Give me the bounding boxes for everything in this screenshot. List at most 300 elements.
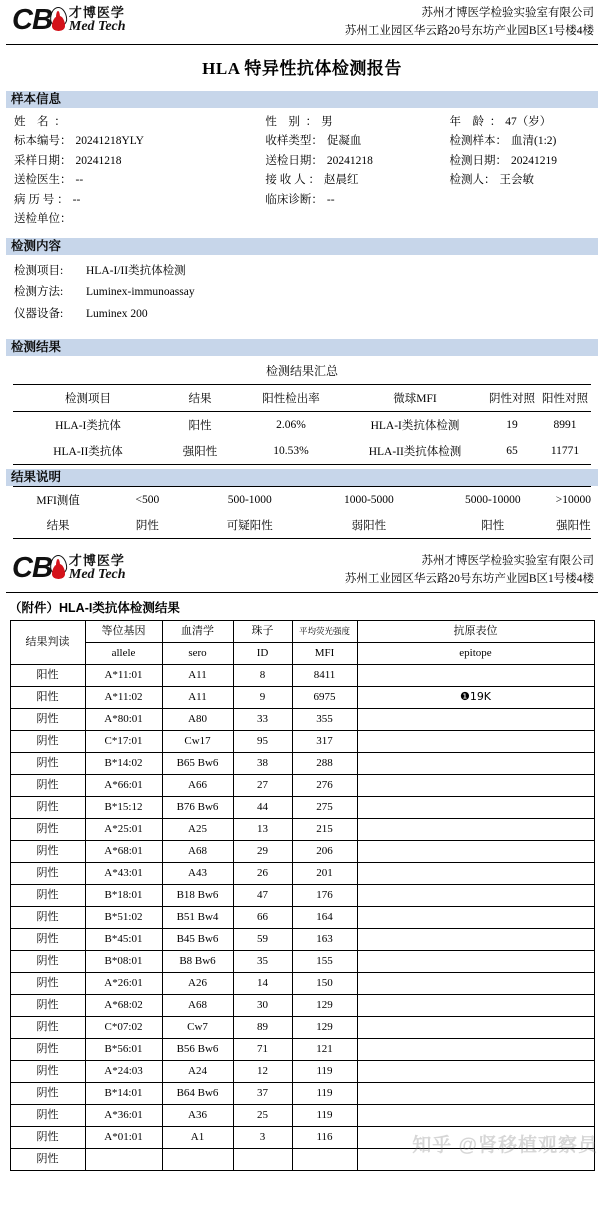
cell-sero: A68: [162, 994, 233, 1016]
section-header-result-note: 结果说明: [6, 469, 598, 486]
sample-info-grid: [6, 108, 598, 234]
sample-info-row: [6, 171, 598, 191]
field-label: 检测方法:: [14, 286, 64, 299]
cell-bead-id: 25: [233, 1104, 292, 1126]
cell-interpretation: 阴性: [10, 730, 85, 752]
lab-address: 苏州工业园区华云路20号东坊产业园B区1号楼4楼: [344, 572, 594, 585]
column-header-bead-cn: 珠子: [233, 620, 292, 642]
cell-sero: A26: [162, 972, 233, 994]
section-header-test-result: 检测结果: [6, 339, 598, 356]
cell-epitope: [357, 994, 594, 1016]
cell-interpretation: 阴性: [10, 994, 85, 1016]
column-header-positive-rate: 阳性检出率: [237, 385, 345, 412]
logo-wordmark: [69, 554, 126, 582]
table-row: [10, 774, 594, 796]
field-label: 标本编号：: [14, 135, 72, 148]
field-value: 赵晨红: [324, 174, 359, 187]
column-header-item: 检测项目: [13, 385, 163, 412]
field-value: --: [326, 193, 335, 206]
section-header-test-content: 检测内容: [6, 238, 598, 255]
cell-epitope: [357, 1016, 594, 1038]
cell-epitope: [357, 950, 594, 972]
cell-bead-id: [233, 1148, 292, 1170]
cell-epitope: [357, 1126, 594, 1148]
cell-allele: A*11:02: [85, 686, 162, 708]
cell-mfi: 206: [292, 840, 357, 862]
cell-epitope: [357, 1082, 594, 1104]
field-label: 性 别 ：: [265, 115, 318, 128]
table-row: [10, 972, 594, 994]
cell-sero: A43: [162, 862, 233, 884]
cell-positive-control: 8991: [553, 419, 577, 432]
cell-allele: B*18:01: [85, 884, 162, 906]
field-value: 促凝血: [326, 135, 362, 148]
field-empty: [450, 214, 598, 226]
cell-bead-id: 29: [233, 840, 292, 862]
cell-mfi: 8411: [292, 664, 357, 686]
cell-epitope: [357, 928, 594, 950]
cell-sero: [162, 1148, 233, 1170]
cell-epitope: [357, 840, 594, 862]
cell-epitope: [357, 818, 594, 840]
cell-mfi: 121: [292, 1038, 357, 1060]
field-label: 采样日期：: [14, 154, 72, 167]
cell-epitope: ❶19K: [357, 686, 594, 708]
cell-epitope: [357, 664, 594, 686]
cell-bead-id: 3: [233, 1126, 292, 1148]
cell-bead-id: 8: [233, 664, 292, 686]
table-row: [10, 840, 594, 862]
table-row: [10, 1148, 594, 1170]
cell-interpretation: 阴性: [10, 928, 85, 950]
section-header-sample-info: 样本信息: [6, 91, 598, 108]
cell-bead-id: 9: [233, 686, 292, 708]
cell-mfi: 317: [292, 730, 357, 752]
test-item-row: [6, 261, 598, 283]
cell-allele: A*68:02: [85, 994, 162, 1016]
lab-address: 苏州工业园区华云路20号东坊产业园B区1号楼4楼: [344, 24, 594, 37]
cell-bead-id: 89: [233, 1016, 292, 1038]
cell-epitope: [357, 752, 594, 774]
field-value: 王会敏: [499, 174, 535, 187]
cell-mfi: 275: [292, 796, 357, 818]
cell-sero: A11: [162, 664, 233, 686]
cell-allele: A*11:01: [85, 664, 162, 686]
cell-interpretation: 阴性: [10, 1016, 85, 1038]
field-sample-type: [265, 136, 449, 148]
table-header-row-en: [10, 642, 594, 664]
cell-interpretation: 阳性: [10, 686, 85, 708]
cell-epitope: [357, 884, 594, 906]
cell-result-label: 阴性: [103, 513, 192, 539]
cell-allele: A*80:01: [85, 708, 162, 730]
cell-allele: A*66:01: [85, 774, 162, 796]
table-row: [10, 928, 594, 950]
cell-mfi: 163: [292, 928, 357, 950]
cell-allele: C*07:02: [85, 1016, 162, 1038]
column-header-positive-control: 阳性对照: [539, 385, 591, 412]
cell-mfi-range: <500: [103, 487, 192, 514]
sample-info-row: [6, 152, 598, 172]
cell-epitope: [357, 862, 594, 884]
cell-mfi: 6975: [292, 686, 357, 708]
logo-chinese-name: 才博医学: [68, 553, 125, 569]
field-label: 送检日期：: [265, 154, 323, 167]
cell-allele: C*17:01: [85, 730, 162, 752]
logo-cb-text: CB: [12, 3, 52, 36]
cell-result-label: 可疑阳性: [192, 513, 308, 539]
cell-sero: B51 Bw4: [162, 906, 233, 928]
test-content-block: [6, 255, 598, 336]
field-referring-doctor: [6, 175, 265, 187]
field-label: 年 龄 ：: [449, 115, 502, 128]
cell-epitope: [357, 972, 594, 994]
cell-allele: A*26:01: [85, 972, 162, 994]
cell-mfi: 150: [292, 972, 357, 994]
cell-sero: A68: [162, 840, 233, 862]
cell-allele: B*14:01: [85, 1082, 162, 1104]
column-header-mfi-cn: 平均荧光强度: [292, 620, 357, 642]
table-row: [10, 818, 594, 840]
cell-sero: B8 Bw6: [162, 950, 233, 972]
field-value: HLA-I/II类抗体检测: [86, 264, 186, 277]
row-label-result: 结果: [13, 513, 103, 539]
cell-negative-control: 65: [485, 438, 539, 465]
test-instrument-row: [6, 304, 598, 326]
table-row: [13, 412, 591, 439]
cell-interpretation: 阴性: [10, 840, 85, 862]
cell-result-label: 强阳性: [556, 513, 591, 539]
field-label: 检测项目:: [14, 264, 64, 277]
column-header-sero-en: sero: [162, 642, 233, 664]
company-logo: [12, 3, 126, 37]
cell-bead-id: 35: [233, 950, 292, 972]
column-header-negative-control: 阴性对照: [485, 385, 539, 412]
field-gender: [265, 117, 449, 129]
logo-english-name: Med Tech: [68, 567, 126, 583]
field-name: [6, 117, 265, 129]
cell-epitope: [357, 708, 594, 730]
cell-bead-id: 12: [233, 1060, 292, 1082]
attachment-title: （附件）HLA-I类抗体检测结果: [9, 600, 180, 615]
cell-sero: Cw7: [162, 1016, 233, 1038]
cell-bead-id: 59: [233, 928, 292, 950]
field-value: 血清(1:2): [511, 135, 557, 148]
cell-epitope: [357, 796, 594, 818]
cell-sero: Cw17: [162, 730, 233, 752]
cell-item: HLA-II类抗体: [13, 438, 163, 465]
field-value: 男: [321, 115, 333, 128]
table-row: [10, 752, 594, 774]
letterhead-page2: [6, 548, 598, 591]
column-header-sero-cn: 血清学: [162, 620, 233, 642]
cell-mfi: 215: [292, 818, 357, 840]
field-value: 20241219: [511, 154, 558, 167]
report-page2: [6, 548, 598, 1171]
cell-bead-mfi: HLA-I类抗体检测: [370, 420, 460, 433]
cell-sero: A80: [162, 708, 233, 730]
sample-info-row: [6, 132, 598, 152]
blood-drop-icon: [50, 7, 67, 33]
field-age: [450, 117, 598, 129]
cell-epitope: [357, 1104, 594, 1126]
cell-allele: A*25:01: [85, 818, 162, 840]
page-title: HLA 特异性抗体检测报告: [202, 58, 402, 78]
test-method-row: [6, 282, 598, 304]
field-value: 47（岁）: [505, 115, 552, 128]
cell-epitope: [357, 1148, 594, 1170]
cell-interpretation: 阴性: [10, 818, 85, 840]
summary-caption: 检测结果汇总: [265, 364, 338, 379]
column-header-mfi-en: MFI: [292, 642, 357, 664]
field-label: 接 收 人 ：: [265, 174, 321, 187]
lab-company-name: 苏州才博医学检验实验室有限公司: [421, 555, 594, 568]
cell-allele: B*15:12: [85, 796, 162, 818]
field-label: 送检医生：: [14, 174, 72, 187]
field-receiver: [265, 175, 449, 187]
cell-allele: B*14:02: [85, 752, 162, 774]
cell-mfi: 129: [292, 994, 357, 1016]
column-header-bead-mfi: 微球MFI: [345, 385, 485, 412]
watermark: 知乎 @肾移植观察员: [412, 1134, 598, 1156]
hla-table-body: [10, 664, 594, 1170]
logo-english-name: Med Tech: [68, 19, 126, 34]
cell-sero: B18 Bw6: [162, 884, 233, 906]
cell-positive-rate: 10.53%: [237, 438, 345, 465]
cell-allele: A*36:01: [85, 1104, 162, 1126]
cell-bead-id: 44: [233, 796, 292, 818]
cell-mfi-range: 500-1000: [192, 487, 308, 514]
table-row: [10, 994, 594, 1016]
letterhead-page1: [6, 0, 598, 43]
mfi-interpretation-table: [13, 486, 591, 539]
field-value: --: [72, 193, 81, 206]
cell-sero: B64 Bw6: [162, 1082, 233, 1104]
cell-interpretation: 阴性: [10, 906, 85, 928]
sample-info-row: [6, 210, 598, 230]
cell-bead-id: 33: [233, 708, 292, 730]
table-row: [10, 664, 594, 686]
table-row: [10, 950, 594, 972]
row-label-mfi: MFI测值: [13, 487, 103, 514]
cell-bead-id: 95: [233, 730, 292, 752]
field-clinical-diagnosis: [265, 195, 449, 207]
cell-allele: A*43:01: [85, 862, 162, 884]
cell-bead-id: 37: [233, 1082, 292, 1104]
field-value: --: [75, 174, 84, 187]
cell-interpretation: 阴性: [10, 752, 85, 774]
cell-interpretation: 阴性: [10, 950, 85, 972]
field-label: 病 历 号 ：: [14, 193, 69, 206]
table-row: [10, 796, 594, 818]
field-empty: [450, 195, 598, 207]
field-tester: [450, 175, 598, 187]
cell-sero: A66: [162, 774, 233, 796]
field-label: 检测样本：: [449, 135, 508, 148]
cell-bead-id: 30: [233, 994, 292, 1016]
table-row: [10, 730, 594, 752]
field-submission-date: [265, 156, 449, 168]
field-collection-date: [6, 156, 265, 168]
field-label: 临床诊断：: [265, 193, 323, 206]
cell-bead-id: 71: [233, 1038, 292, 1060]
table-row: [10, 884, 594, 906]
cell-bead-id: 47: [233, 884, 292, 906]
table-row: [10, 1082, 594, 1104]
logo-chinese-name: 才博医学: [68, 5, 125, 20]
blood-drop-icon: [50, 555, 67, 581]
cell-result: 强阳性: [163, 438, 237, 465]
table-row: [10, 708, 594, 730]
column-header-epitope-en: epitope: [357, 642, 594, 664]
cell-interpretation: 阴性: [10, 796, 85, 818]
cell-interpretation: 阴性: [10, 884, 85, 906]
cell-mfi: 155: [292, 950, 357, 972]
cell-allele: B*45:01: [85, 928, 162, 950]
field-value: 20241218: [326, 154, 373, 167]
table-row: [10, 686, 594, 708]
cell-mfi: 176: [292, 884, 357, 906]
cell-sero: A25: [162, 818, 233, 840]
cell-sero: A24: [162, 1060, 233, 1082]
cell-interpretation: 阴性: [10, 1082, 85, 1104]
cell-mfi: 164: [292, 906, 357, 928]
cell-mfi-range: 5000-10000: [430, 487, 556, 514]
cell-interpretation: 阴性: [10, 1148, 85, 1170]
cell-bead-id: 66: [233, 906, 292, 928]
table-header-row: [13, 385, 591, 412]
cell-result-label: 阳性: [430, 513, 556, 539]
cell-result-label: 弱阳性: [308, 513, 430, 539]
cell-allele: [85, 1148, 162, 1170]
logo-cb-text: CB: [12, 551, 52, 584]
hla-class1-antibody-table: [10, 620, 595, 1171]
sample-info-row: [6, 113, 598, 133]
cell-mfi: 288: [292, 752, 357, 774]
cell-interpretation: 阴性: [10, 972, 85, 994]
field-medical-record-number: [6, 195, 265, 207]
cell-interpretation: 阴性: [10, 1104, 85, 1126]
cell-sero: B76 Bw6: [162, 796, 233, 818]
cell-mfi-range: >10000: [556, 487, 591, 514]
field-label: 检测人：: [449, 174, 496, 187]
cell-epitope: [357, 730, 594, 752]
lab-contact-block: [345, 3, 596, 41]
table-row: [10, 1104, 594, 1126]
logo-wordmark: [69, 6, 126, 34]
table-row: [10, 1126, 594, 1148]
cell-epitope: [357, 774, 594, 796]
table-row: [10, 1016, 594, 1038]
cell-mfi: 119: [292, 1060, 357, 1082]
field-value: 20241218YLY: [75, 135, 144, 148]
table-row-mfi-values: [13, 487, 591, 514]
field-label: 仪器设备:: [14, 307, 64, 320]
field-value: Luminex-immunoassay: [86, 286, 195, 299]
cell-allele: A*24:03: [85, 1060, 162, 1082]
cell-interpretation: 阳性: [10, 664, 85, 686]
company-logo: [12, 551, 126, 585]
table-row-result-values: [13, 513, 591, 539]
cell-allele: A*01:01: [85, 1126, 162, 1148]
cell-interpretation: 阴性: [10, 1060, 85, 1082]
cell-sero: A11: [162, 686, 233, 708]
cell-bead-mfi: HLA-II类抗体检测: [345, 438, 485, 465]
cell-sero: A36: [162, 1104, 233, 1126]
cell-interpretation: 阴性: [10, 862, 85, 884]
field-test-date: [450, 156, 598, 168]
field-label: 送检单位：: [14, 213, 72, 226]
cell-mfi: 119: [292, 1104, 357, 1126]
cell-interpretation: 阴性: [10, 1038, 85, 1060]
cell-mfi: 119: [292, 1082, 357, 1104]
cell-bead-id: 27: [233, 774, 292, 796]
column-header-epitope-cn: 抗原表位: [357, 620, 594, 642]
lab-contact-block: [345, 551, 596, 589]
cell-sero: B56 Bw6: [162, 1038, 233, 1060]
cell-mfi: 276: [292, 774, 357, 796]
field-submitting-institution: [6, 214, 265, 226]
cell-positive-control: 11771: [539, 438, 591, 465]
cell-bead-id: 38: [233, 752, 292, 774]
cell-allele: B*08:01: [85, 950, 162, 972]
cell-item: HLA-I类抗体: [55, 420, 121, 433]
cell-sero: A1: [162, 1126, 233, 1148]
cell-bead-id: 13: [233, 818, 292, 840]
cell-mfi: 116: [292, 1126, 357, 1148]
column-header-allele-cn: 等位基因: [85, 620, 162, 642]
cell-sero: B45 Bw6: [162, 928, 233, 950]
cell-interpretation: 阴性: [10, 708, 85, 730]
cell-mfi: 355: [292, 708, 357, 730]
table-header-row-cn: [10, 620, 594, 642]
field-value: 20241218: [75, 154, 122, 167]
cell-mfi: 201: [292, 862, 357, 884]
lab-company-name: 苏州才博医学检验实验室有限公司: [421, 7, 594, 19]
cell-mfi: [292, 1148, 357, 1170]
cell-mfi: 129: [292, 1016, 357, 1038]
cell-sero: B65 Bw6: [162, 752, 233, 774]
cell-interpretation: 阴性: [10, 774, 85, 796]
cell-allele: A*68:01: [85, 840, 162, 862]
field-empty: [265, 214, 449, 226]
cell-epitope: [357, 1038, 594, 1060]
column-header-bead-en: ID: [233, 642, 292, 664]
cell-result: 阳性: [188, 420, 212, 433]
table-row: [10, 1060, 594, 1082]
cell-bead-id: 26: [233, 862, 292, 884]
cell-negative-control: 19: [506, 419, 518, 432]
field-value: Luminex 200: [86, 307, 148, 320]
table-row: [10, 906, 594, 928]
field-test-sample: [450, 136, 598, 148]
column-header-interpretation: 结果判读: [10, 620, 85, 664]
field-label: 收样类型：: [265, 135, 323, 148]
sample-info-row: [6, 191, 598, 211]
cell-allele: B*56:01: [85, 1038, 162, 1060]
field-label: 姓 名 ：: [14, 115, 66, 128]
table-row: [10, 862, 594, 884]
cell-epitope: [357, 906, 594, 928]
result-summary-table: [13, 384, 591, 465]
table-row: [10, 1038, 594, 1060]
cell-allele: B*51:02: [85, 906, 162, 928]
cell-interpretation: 阴性: [10, 1126, 85, 1148]
column-header-allele-en: allele: [85, 642, 162, 664]
cell-mfi-range: 1000-5000: [308, 487, 430, 514]
cell-bead-id: 14: [233, 972, 292, 994]
field-specimen-number: [6, 136, 265, 148]
